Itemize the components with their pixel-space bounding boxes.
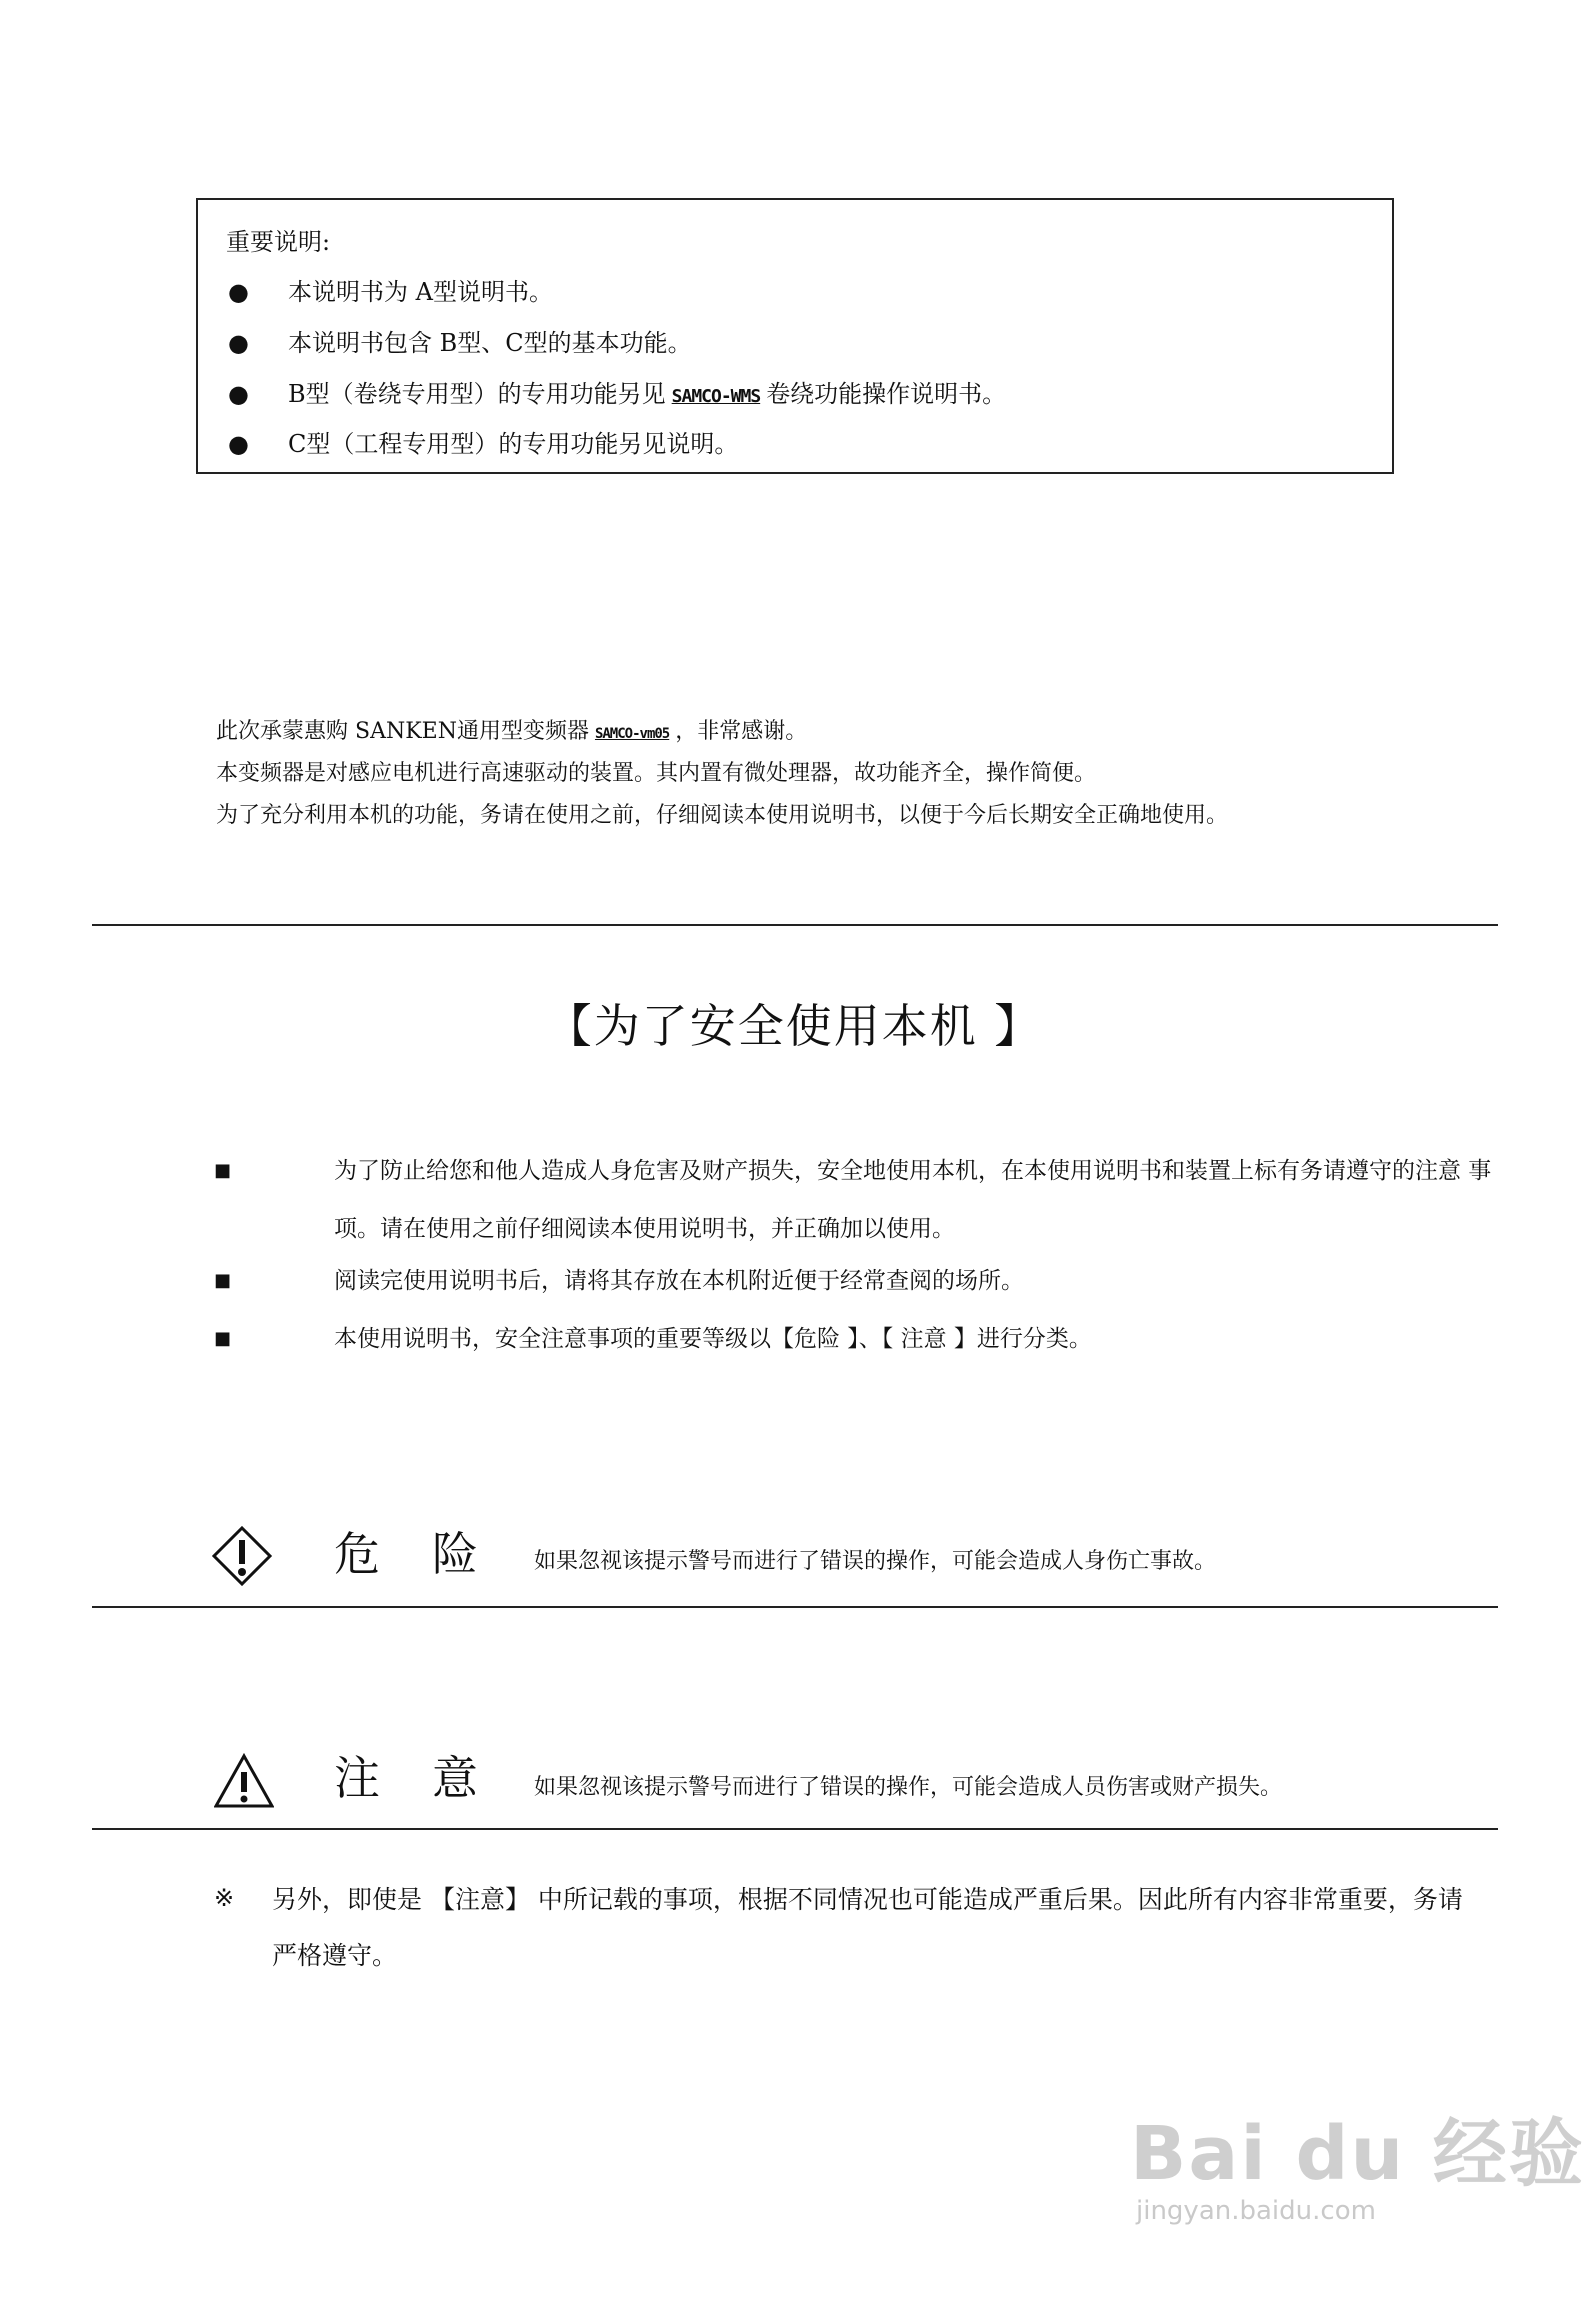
- reference-mark-icon: ※: [214, 1884, 235, 1912]
- notice-title: 重要说明:: [226, 228, 331, 256]
- divider: [92, 1828, 1498, 1830]
- intro-text: 此次承蒙惠购 SANKEN通用型变频器: [216, 719, 589, 744]
- intro-line: 本变频器是对感应电机进行高速驱动的装置。其内置有微处理器，故功能齐全，操作简便。: [216, 761, 1097, 786]
- danger-icon: [212, 1526, 272, 1586]
- notice-item-text: 本说明书包含 B型、C型的基本功能。: [288, 329, 692, 357]
- notice-item-text: 本说明书为 A型说明书。: [288, 278, 553, 306]
- notice-item: [228, 374, 1006, 409]
- intro-line: [216, 714, 807, 745]
- page-title: 【为了安全使用本机 】: [545, 999, 1043, 1053]
- bullet-icon: ●: [228, 430, 249, 458]
- intro-text: ，非常感谢。: [675, 719, 808, 744]
- danger-label: 危险: [334, 1527, 530, 1581]
- watermark-url: jingyan.baidu.com: [1136, 2196, 1376, 2226]
- bullet-icon: ●: [228, 278, 249, 306]
- model-name-mark: SAMCO-WMS: [671, 386, 761, 407]
- intro-line: 为了充分利用本机的功能，务请在使用之前，仔细阅读本使用说明书，以便于今后长期安全正确地使用。: [216, 803, 1229, 828]
- notice-item: [228, 272, 553, 307]
- safety-paragraph: 阅读完使用说明书后，请将其存放在本机附近便于经常查阅的场所。: [334, 1268, 1024, 1294]
- square-bullet-icon: ■: [214, 1328, 232, 1349]
- divider: [92, 924, 1498, 926]
- caution-label: 注意: [334, 1751, 530, 1805]
- footnote-text: 另外，即使是 【注意】 中所记载的事项，根据不同情况也可能造成严重后果。因此所有内容非常重要，务请严格遵守。: [272, 1885, 1463, 1970]
- notice-item-text: C型（工程专用型）的专用功能另见说明。: [288, 430, 739, 458]
- notice-item: [228, 424, 738, 459]
- square-bullet-icon: ■: [214, 1270, 232, 1291]
- safety-paragraph: 本使用说明书，安全注意事项的重要等级以【危险 】、【 注意 】进行分类。: [334, 1326, 1092, 1352]
- caution-icon: [214, 1752, 274, 1812]
- bullet-icon: ●: [228, 380, 249, 408]
- square-bullet-icon: ■: [214, 1160, 232, 1181]
- divider: [92, 1606, 1498, 1608]
- safety-paragraph: 为了防止给您和他人造成人身危害及财产损失，安全地使用本机，在本使用说明书和装置上标有务请遵守的注意 事项。请在使用之前仔细阅读本使用说明书，并正确加以使用。: [334, 1158, 1492, 1242]
- bullet-icon: ●: [228, 329, 249, 357]
- notice-item-text: 卷绕功能操作说明书。: [766, 380, 1007, 408]
- model-name-mark: SAMCO-vm05: [594, 726, 670, 742]
- notice-item: [228, 323, 692, 358]
- watermark-logo: Bai du 经验: [1130, 2111, 1585, 2197]
- notice-item-text: B型（卷绕专用型）的专用功能另见: [288, 380, 666, 408]
- danger-description: 如果忽视该提示警号而进行了错误的操作，可能会造成人身伤亡事故。: [534, 1549, 1217, 1574]
- caution-description: 如果忽视该提示警号而进行了错误的操作，可能会造成人员伤害或财产损失。: [534, 1775, 1283, 1800]
